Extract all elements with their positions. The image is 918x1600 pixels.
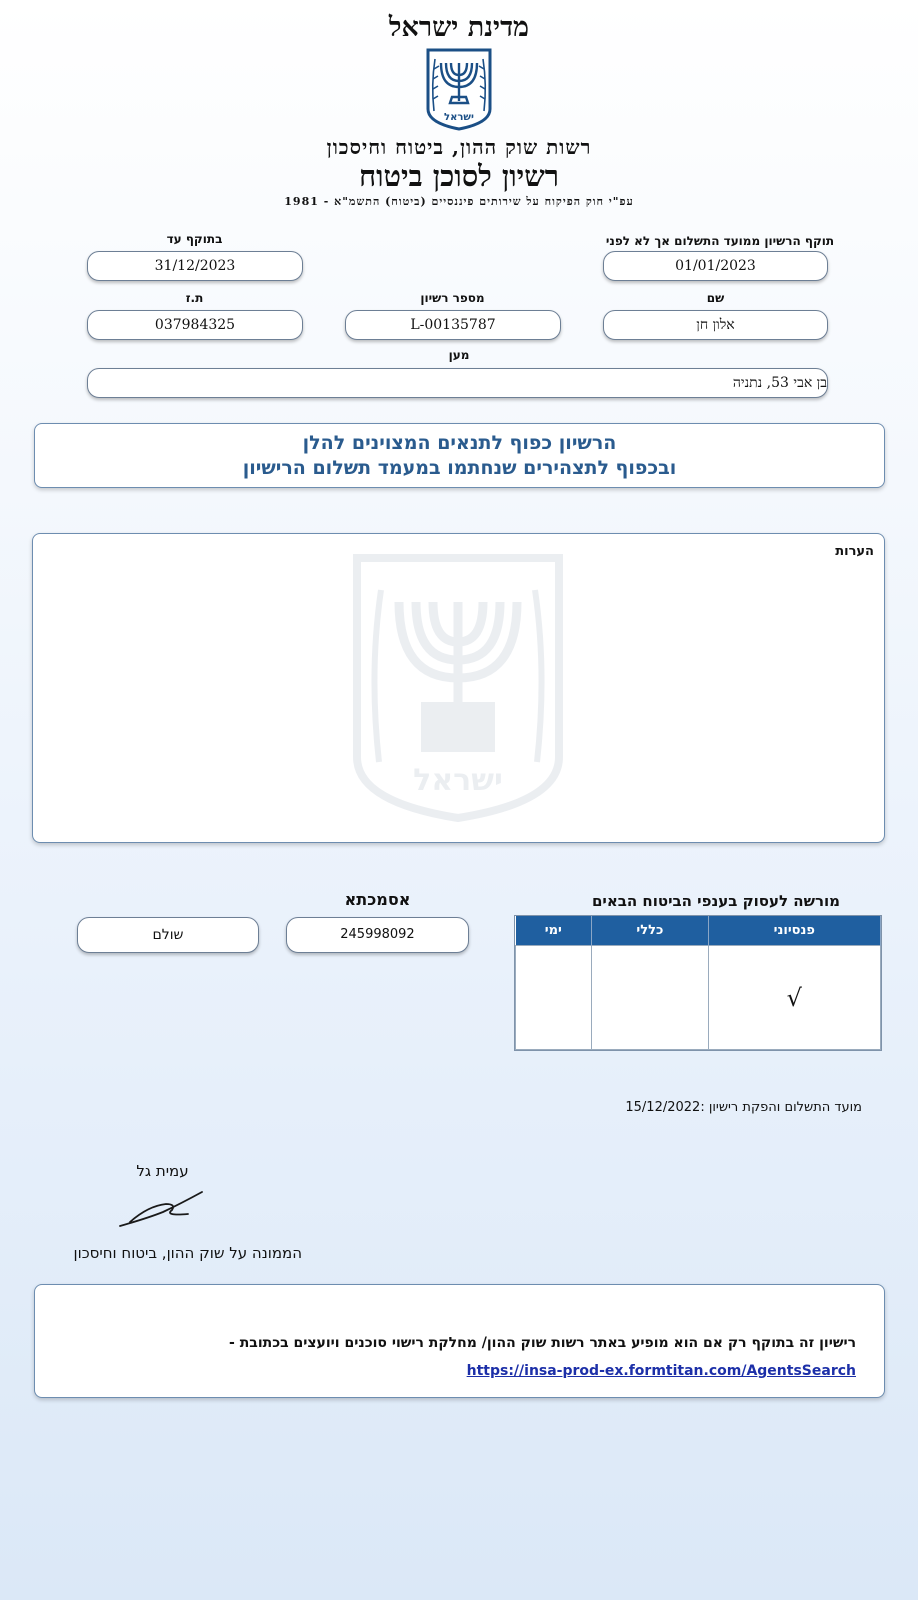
state-emblem <box>424 47 494 131</box>
conditions-line-1: הרשיון כפוף לתנאים המצוינים להלן <box>302 432 617 454</box>
id-number-label: ת.ז <box>185 291 204 305</box>
valid-from-field: 01/01/2023 <box>603 251 828 281</box>
valid-until-field: 31/12/2023 <box>87 251 303 281</box>
branch-header-general: כללי <box>592 916 708 946</box>
branch-mark-general <box>592 946 708 1050</box>
watermark-emblem <box>351 552 565 822</box>
address-field: בן אבי 53, נתניה <box>87 368 828 398</box>
license-number-field: L-00135787 <box>345 310 561 340</box>
notes-label: הערות <box>835 544 874 559</box>
signature-image <box>118 1188 208 1230</box>
name-label: שם <box>706 291 725 305</box>
document-title: רשיון לסוכן ביטוח <box>358 159 560 193</box>
signer-name: עמית גל <box>136 1162 189 1180</box>
state-name: מדינת ישראל <box>388 12 530 43</box>
branch-header-pension: פנסיוני <box>708 916 880 946</box>
branches-title: מורשה לעסוק בענפי הביטוח הבאים <box>591 892 840 910</box>
name-field: אלון חן <box>603 310 828 340</box>
signer-title: הממונה על שוק ההון, ביטוח וחיסכון <box>73 1244 302 1262</box>
valid-from-label: תוקף הרשיון ממועד התשלום אך לא לפני <box>605 234 835 248</box>
emblem-label: ישראל <box>444 112 474 123</box>
license-number-label: מספר רשיון <box>420 291 485 305</box>
payment-status-field: שולם <box>77 917 259 953</box>
payment-date: מועד התשלום והפקת רישיון :15/12/2022 <box>625 1100 862 1115</box>
footer-notice-box <box>34 1284 885 1398</box>
branch-mark-marine <box>516 946 592 1050</box>
reference-field: 245998092 <box>286 917 469 953</box>
id-number-field: 037984325 <box>87 310 303 340</box>
branches-table <box>514 915 882 1051</box>
conditions-box <box>34 423 885 488</box>
branch-header-marine: ימי <box>516 916 592 946</box>
notes-box <box>32 533 885 843</box>
branch-mark-pension: √ <box>708 946 880 1050</box>
agents-search-link[interactable]: https://insa-prod-ex.formtitan.com/AgentsSearch <box>466 1363 856 1379</box>
reference-label: אסמכתא <box>344 890 411 909</box>
valid-until-label: בתוקף עד <box>166 232 223 246</box>
law-reference: עפ"י חוק הפיקוח על שירותים פיננסיים (ביטוח) התשמ"א - 1981 <box>284 195 634 208</box>
conditions-line-2: ובכפוף לתצהירים שנחתמו במעמד תשלום הרישיון <box>242 457 677 479</box>
watermark-label: ישראל <box>413 763 503 798</box>
footer-notice: רישיון זה בתוקף רק אם הוא מופיע באתר רשות שוק ההון/ מחלקת רישוי סוכנים ויועצים בכתובת - <box>229 1335 856 1351</box>
address-label: מען <box>448 348 470 362</box>
authority-name: רשות שוק ההון, ביטוח וחיסכון <box>326 135 592 159</box>
